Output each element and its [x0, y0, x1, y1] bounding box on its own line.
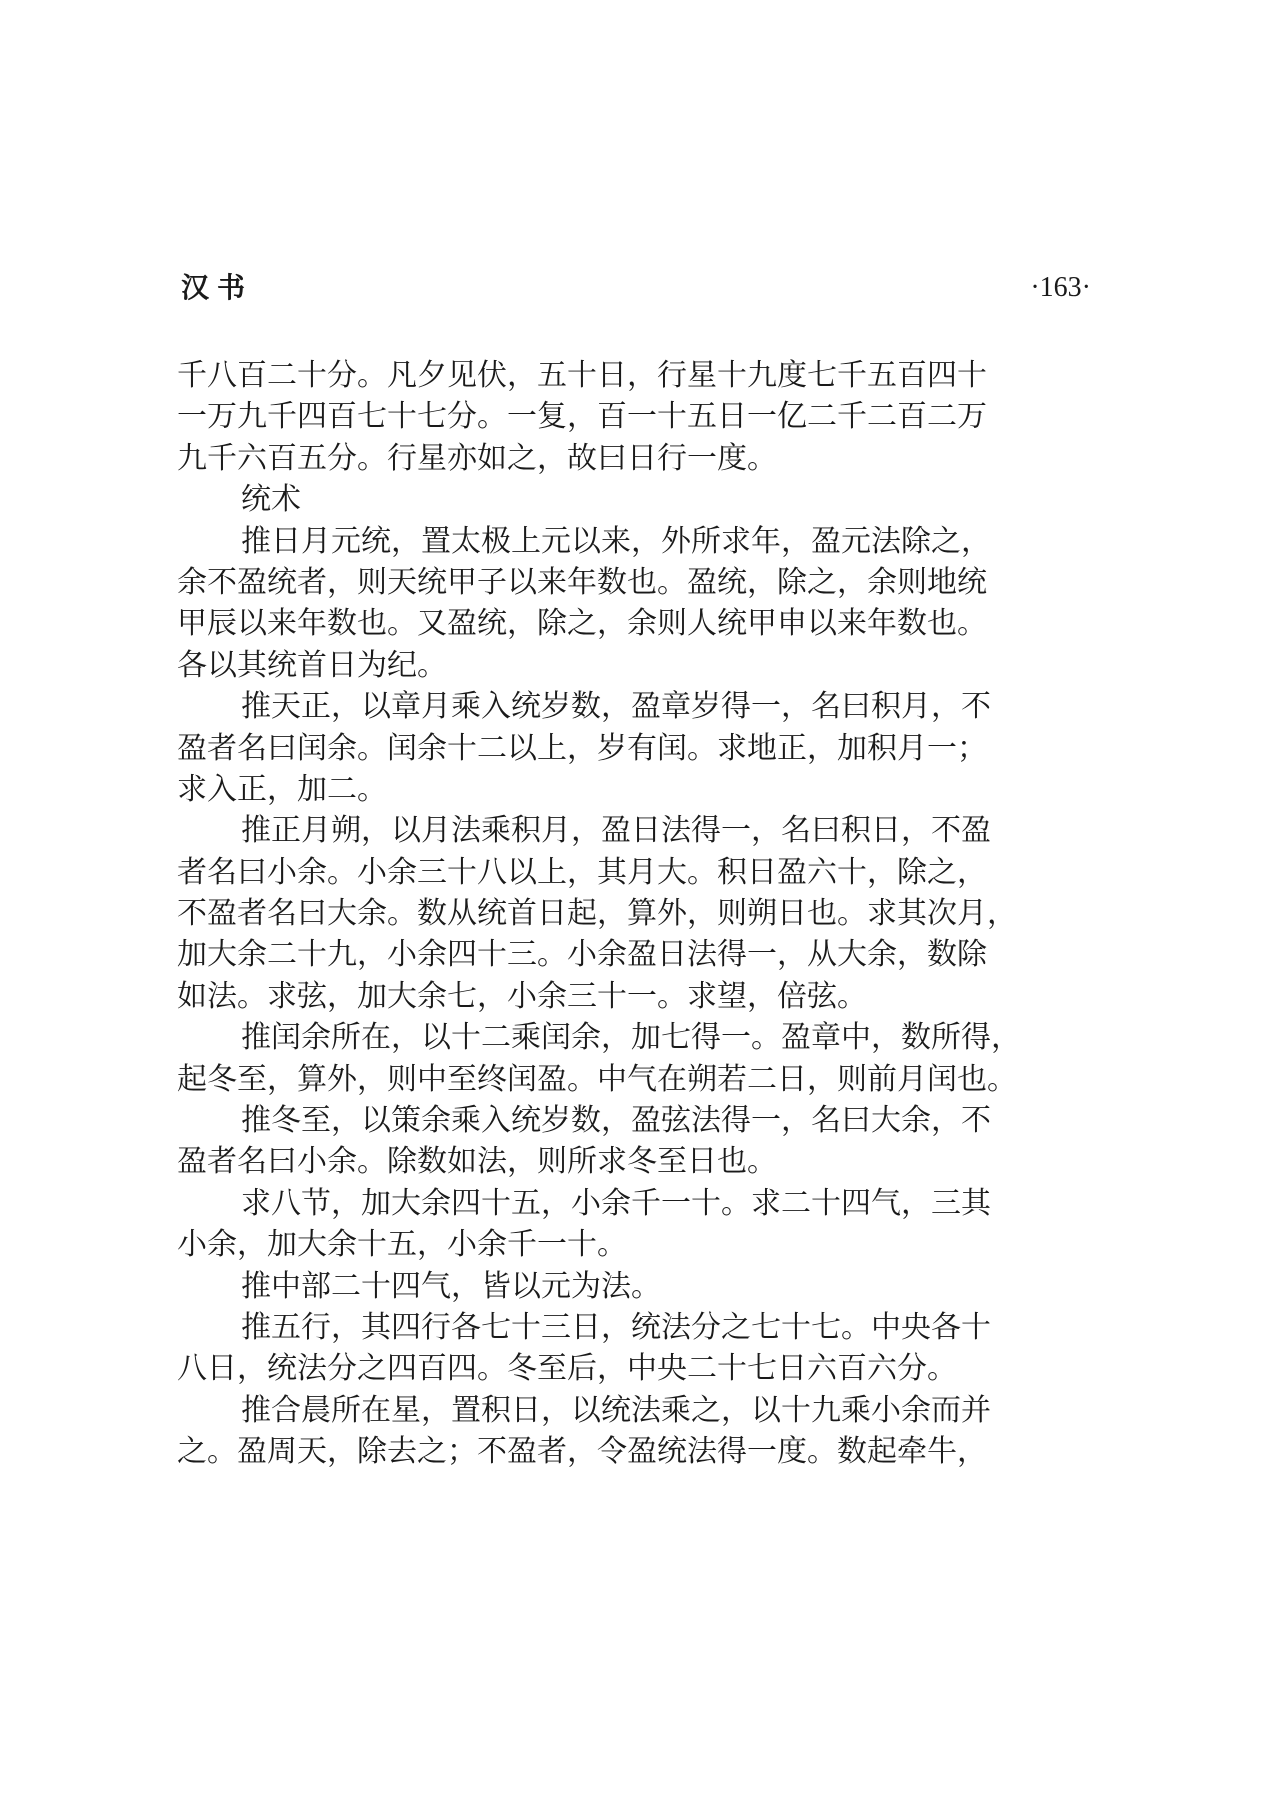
text-line: 盈者名曰闰余。闰余十二以上，岁有闰。求地正，加积月一； [177, 730, 987, 766]
section-heading: 统术 [241, 482, 301, 518]
text-line: 起冬至，算外，则中至终闰盈。中气在朔若二日，则前月闰也。 [177, 1061, 1017, 1097]
text-line: 推日月元统，置太极上元以来，外所求年，盈元法除之， [241, 523, 991, 559]
text-line: 各以其统首日为纪。 [177, 647, 447, 683]
text-line: 求入正，加二。 [177, 771, 387, 807]
text-line: 求八节，加大余四十五，小余千一十。求二十四气，三其 [241, 1185, 991, 1221]
page-number: ·163· [1030, 272, 1091, 303]
book-title: 汉书 [181, 271, 254, 304]
text-line: 推闰余所在，以十二乘闰余，加七得一。盈章中，数所得， [241, 1020, 1021, 1056]
text-line: 加大余二十九，小余四十三。小余盈日法得一，从大余，数除 [177, 937, 987, 973]
text-line: 不盈者名曰大余。数从统首日起，算外，则朔日也。求其次月， [177, 896, 1017, 932]
text-line: 千八百二十分。凡夕见伏，五十日，行星十九度七千五百四十 [177, 358, 987, 393]
text-line: 一万九千四百七十七分。一复，百一十五日一亿二千二百二万 [177, 399, 987, 435]
body-text [177, 355, 1092, 1473]
text-line: 之。盈周天，除去之；不盈者，令盈统法得一度。数起牵牛， [177, 1434, 987, 1470]
text-line: 推五行，其四行各七十三日，统法分之七十七。中央各十 [241, 1309, 991, 1345]
text-line: 推天正，以章月乘入统岁数，盈章岁得一，名曰积月，不 [241, 689, 991, 725]
running-head [181, 268, 1091, 308]
text-line: 推中部二十四气，皆以元为法。 [241, 1268, 661, 1304]
text-line: 盈者名曰小余。除数如法，则所求冬至日也。 [177, 1144, 777, 1180]
text-line: 小余，加大余十五，小余千一十。 [177, 1227, 627, 1263]
text-line: 余不盈统者，则天统甲子以来年数也。盈统，除之，余则地统 [177, 564, 987, 600]
text-line: 推冬至，以策余乘入统岁数，盈弦法得一，名曰大余，不 [241, 1103, 991, 1139]
text-line: 八日，统法分之四百四。冬至后，中央二十七日六百六分。 [177, 1351, 957, 1387]
text-line: 推正月朔，以月法乘积月，盈日法得一，名曰积日，不盈 [241, 813, 991, 849]
text-line: 如法。求弦，加大余七，小余三十一。求望，倍弦。 [177, 978, 867, 1014]
text-line: 九千六百五分。行星亦如之，故曰日行一度。 [177, 440, 777, 476]
text-line: 甲辰以来年数也。又盈统，除之，余则人统甲申以来年数也。 [177, 606, 987, 642]
text-line: 推合晨所在星，置积日，以统法乘之，以十九乘小余而并 [241, 1392, 991, 1428]
text-line: 者名曰小余。小余三十八以上，其月大。积日盈六十，除之， [177, 854, 987, 890]
